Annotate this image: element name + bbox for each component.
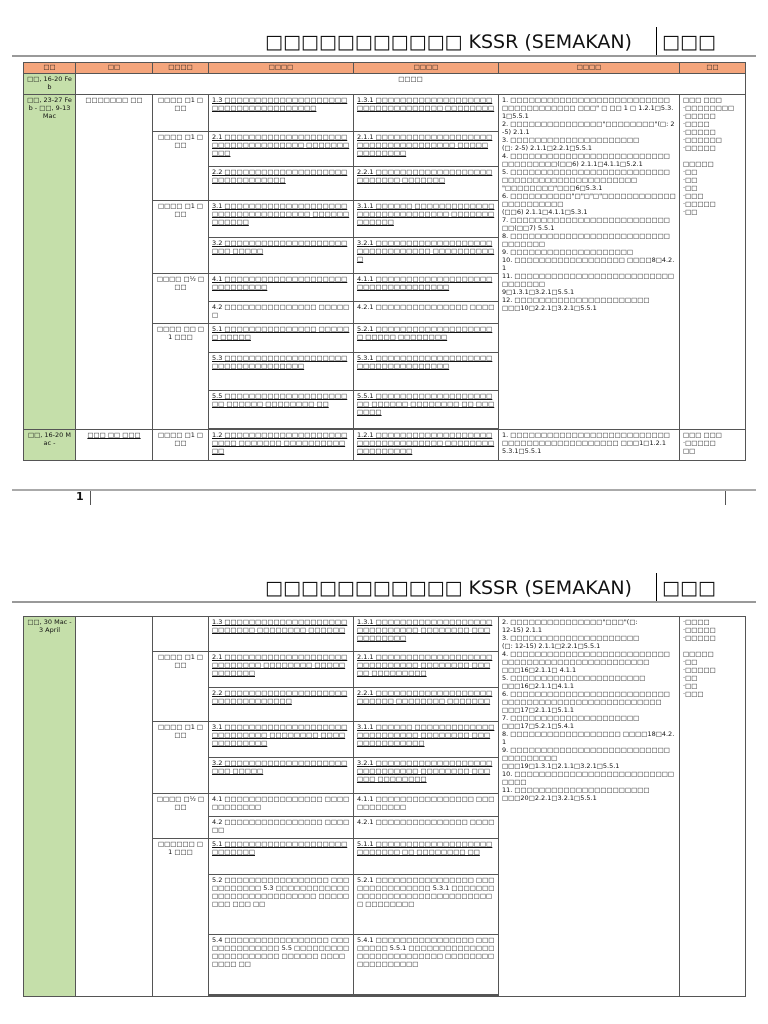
- learning-point-cell: 5.3.1 □□□□□□□□□□□□□□□□□□□□□□□□□□□□□□□□□□: [354, 353, 499, 391]
- page2-header: [0, 571, 768, 611]
- spacer-cell: [209, 996, 354, 997]
- skill-cell: □□□□ □1 □□□: [153, 722, 209, 794]
- col-header: □□□□: [354, 63, 499, 74]
- learning-point-cell: 3.1.1 □□□□□□ □□□□□□□□□□□□□□□□□□□□□□□□□□□□ □□□□□□□□□□□□□: [354, 201, 499, 238]
- footer-tick: [90, 491, 91, 505]
- standard-cell: 3.2 □□□□□□□□□□□□□□□□□□□□□□□ □□□□□: [209, 758, 354, 794]
- header-separator: [656, 573, 657, 603]
- standard-cell: 5.4 □□□□□□□□□□□□□□□□□ □□□□□□□□□□□□□□ 5.5 □□□□□□□□□□□□□□□□□□□□ □□□□□□ □□□□□□□□ □□: [209, 935, 354, 995]
- standard-cell: 5.3 □□□□□□□□□□□□□□□□□□□□□□□□□□□□□□□□□□□: [209, 353, 354, 391]
- standard-cell: 3.2 □□□□□□□□□□□□□□□□□□□□□□□ □□□□□: [209, 238, 354, 274]
- learning-point-cell: 5.1.1 □□□□□□□□□□□□□□□□□□□□□□□□□□ □□ □□□□□□□□ □□: [354, 839, 499, 875]
- page-break-line: [12, 489, 756, 491]
- learning-point-cell: 4.2.1 □□□□□□□□□□□□□□□ □□□□: [354, 302, 499, 324]
- learning-point-cell: 2.2.1 □□□□□□□□□□□□□□□□□□□□□□□□□ □□□□□□□□ □□□□□□□: [354, 688, 499, 722]
- learning-point-cell: 2.1.1 □□□□□□□□□□□□□□□□□□□□□□□□□□□□□ □□□□□□□□ □□□□□ □□□□□□□□□: [354, 652, 499, 688]
- skill-cell: □□□□ □1 □□□: [153, 95, 209, 132]
- notes-cell: □□□ □□□ ·□□□□□ □□: [680, 430, 746, 461]
- standard-cell: 1.3 □□□□□□□□□□□□□□□□□□□□□□□□□□□□□□□□□□□□□: [209, 95, 354, 132]
- standard-cell: 5.5 □□□□□□□□□□□□□□□□□□□□□□ □□□□□□ □□□□□□□□ □□: [209, 391, 354, 429]
- table-row: [24, 95, 746, 132]
- learning-point-cell: 2.1.1 □□□□□□□□□□□□□□□□□□□□□□□□□□□□□□□□□□□ □□□□□ □□□□□□□□: [354, 132, 499, 167]
- standard-cell: 5.2 □□□□□□□□□□□□□□□□□ □□□ □□□□□□□□ 5.3 □□□□□□□□□□□□□□□□□□□□□□□□□□□□□ □□□□□□□□ □□□ □□: [209, 875, 354, 935]
- standard-cell: 2.2 □□□□□□□□□□□□□□□□□□□□□□□□□□□□□□□□: [209, 167, 354, 201]
- notes-cell: ·□□□□ ·□□□□□ ·□□□□□ □□□□□ ·□□ ·□□□□□ ·□□ ·□□ ·□□□: [680, 617, 746, 997]
- learning-point-cell: 1.3.1 □□□□□□□□□□□□□□□□□□□□□□□□□□□□□ □□□□□□□□ □□□□□□□□□□□: [354, 617, 499, 652]
- header-separator: [656, 27, 657, 57]
- learning-point-cell: 3.2.1 □□□□□□□□□□□□□□□□□□□□□□□□□□□□□ □□□□□□□□ □□□□□□ □□□□□□□□: [354, 758, 499, 794]
- standard-cell: 5.1 □□□□□□□□□□□□□□□ □□□□□□ □□□□□: [209, 324, 354, 353]
- col-header: □□: [680, 63, 746, 74]
- col-header: □□□□: [153, 63, 209, 74]
- notes-cell: □□□ □□□ ·□□□□□□□□ ·□□□□□ ·□□□□ ·□□□□□ ·□□□□□□ ·□□□□□ □□□□□ ·□□ ·□□ ·□□ ·□□□ ·□□□□□ ·□□: [680, 95, 746, 430]
- standard-cell: 4.1 □□□□□□□□□□□□□□□□ □□□□□□□□□□□□: [209, 794, 354, 817]
- page1-header: [0, 25, 768, 65]
- standard-cell: 5.1 □□□□□□□□□□□□□□□□□□□□□□□□□□□: [209, 839, 354, 875]
- document-title: □□□□□□□□□□□ KSSR (SEMAKAN): [265, 577, 632, 599]
- standard-cell: 4.1 □□□□□□□□□□□□□□□□□□□□□□□□□□□□□: [209, 274, 354, 302]
- activities-cell: 1. □□□□□□□□□□□□□□□□□□□□□□□□□□□□□□□□□□□□□□ □□□" □ □□ 1 □ 1.2.1□5.3.1□5.5.1 2. □□□□□□□□□□□□□□□"□□□□□□□□"(□: 2-5) 2.1.1 3. □□□□□□□□□□□□□□□□□□□□□ (□: 2-5) 2.1.1□2.2.1□5.5.1 4. □□□□□□□□□□□□□□□□□□□□□□□□□□□□□□□□□□□(□□6) 2.1.1□4.1.1□5.2.1 5. □□□□□□□□□□□□□□□□□□□□□□□□□□□□□□□□□□□□□□□□□□□□□□□□ "□□□□□□□□"□□□6□5.3.1 6. □□□□□□□□□□"□"□"□"□□□□□□□□□□□□□□□□□□□□□□ (□□6) 2.1.1□4.1.1□5.3.1 7. □□□□□□□□□□□□□□□□□□□□□□□□□□□□(□□7) 5.5.1 8. □□□□□□□□□□□□□□□□□□□□□□□□□□□□□□□□□ 9. □□□□□□□□□□□□□□□□□□□□ 10. □□□□□□□□□□□□□□□□□□ □□□□8□4.2.1 11. □□□□□□□□□□□□□□□□□□□□□□□□□□□□□□□□□ 9□1.3.1□3.2.1□5.5.1 12. □□□□□□□□□□□□□□□□□□□□□□ □□□10□2.2.1□3.2.1□5.5.1: [499, 95, 680, 430]
- learning-point-cell: 5.2.1 □□□□□□□□□□□□□□□□□□□□ □□□□□ □□□□□□□□: [354, 324, 499, 353]
- theme-cell: [76, 617, 153, 997]
- learning-point-cell: 2.2.1 □□□□□□□□□□□□□□□□□□□□□□□□□□ □□□□□□□: [354, 167, 499, 201]
- activities-cell: 1. □□□□□□□□□□□□□□□□□□□□□□□□□□□□□□□□□□□□□□□□□□□□□ □□□1□1.2.1 5.3.1□5.5.1: [499, 430, 680, 461]
- col-header: □□□□: [209, 63, 354, 74]
- skill-cell: □□□□ □1 □□□: [153, 430, 209, 461]
- standard-cell: 1.2 □□□□□□□□□□□□□□□□□□□□ □□□□ □□□□□□□ □□□□□□□□□□□□: [209, 430, 354, 461]
- standard-cell: 4.2 □□□□□□□□□□□□□□□ □□□□□□: [209, 302, 354, 324]
- col-header: □□: [76, 63, 153, 74]
- document-title: □□□□□□□□□□□ KSSR (SEMAKAN): [265, 31, 632, 53]
- lesson-plan-table-page2: [23, 616, 746, 997]
- skill-cell: □□□□ □□ □1 □□□: [153, 324, 209, 430]
- learning-point-cell: 5.2.1 □□□□□□□□□□□□□□□□ □□□□□□□□□□□□□□□ 5.3.1 □□□□□□□□□□□□□□□□□□□□□□□□□□□□□□ □□□□□□□□: [354, 875, 499, 935]
- skill-cell: □□□□ □½ □□□: [153, 794, 209, 839]
- standard-cell: 1.3 □□□□□□□□□□□□□□□□□□□□□□□□□□□ □□□□□□□□ □□□□□□: [209, 617, 354, 652]
- note-cell: □□□□: [76, 74, 746, 95]
- col-header: □□□□: [499, 63, 680, 74]
- header-right-label: □□□: [662, 577, 716, 599]
- learning-point-cell: 3.1.1 □□□□□□ □□□□□□□□□□□□□□□□□□□□□□□ □□□□□□□□ □□□□□□□□□□□□□□: [354, 722, 499, 758]
- page-number: 1: [76, 490, 84, 503]
- skill-cell: [153, 617, 209, 652]
- learning-point-cell: 4.2.1 □□□□□□□□□□□□□□□ □□□□: [354, 817, 499, 839]
- standard-cell: 3.1 □□□□□□□□□□□□□□□□□□□□□□□□□□□□□□□□□□□□ □□□□□□□□□□□□: [209, 201, 354, 238]
- header-right-label: □□□: [662, 31, 716, 53]
- lesson-plan-table-page1: [23, 62, 746, 461]
- activities-cell: 2. □□□□□□□□□□□□□□□"□□□"(□: 12-15) 2.1.1 3. □□□□□□□□□□□□□□□□□□□□□ (□: 12-15) 2.1.1□2.2.1□5.5.1 4. □□□□□□□□□□□□□□□□□□□□□□□□□□□□□□□□□□□□□□□□□□□□□□□□□□ □□□16□2.1.1□ 4.1.1 5. □□□□□□□□□□□□□□□□□□□□□□ □□□16□2.1.1□4.1.1 6. □□□□□□□□□□□□□□□□□□□□□□□□□□□□□□□□□□□□□□□□□□□□□□□□□□□□ □□□17□2.1.1□5.1.1 7. □□□□□□□□□□□□□□□□□□□□□ □□□17□5.2.1□5.4.1 8. □□□□□□□□□□□□□□□□□□ □□□□18□4.2.1 9. □□□□□□□□□□□□□□□□□□□□□□□□□□□□□□□□□□□ □□□19□1.3.1□2.1.1□3.2.1□5.5.1 10. □□□□□□□□□□□□□□□□□□□□□□□□□□□□□□ 11. □□□□□□□□□□□□□□□□□□□□□□ □□□20□2.2.1□3.2.1□5.5.1: [499, 617, 680, 997]
- table-row: [24, 74, 746, 95]
- standard-cell: 3.1 □□□□□□□□□□□□□□□□□□□□□□□□□□□□□ □□□□□□□□ □□□□□□□□□□□□□: [209, 722, 354, 758]
- week-cell: □□, 23-27 Feb - □□, 9-13 Mac: [24, 95, 76, 430]
- theme-cell: □□□□□□□ □□: [76, 95, 153, 430]
- col-header: □□: [24, 63, 76, 74]
- learning-point-cell: 1.2.1 □□□□□□□□□□□□□□□□□□□□□□□□□□□□□□□□□ □□□□□□□□□□□□□□□□□: [354, 430, 499, 461]
- table-header-row: [24, 63, 746, 74]
- skill-cell: □□□□ □½ □□□: [153, 274, 209, 324]
- standard-cell: 2.1 □□□□□□□□□□□□□□□□□□□□□□□□□□□□□□□□□□□ □□□□□□□□□□: [209, 132, 354, 167]
- spacer-cell: [354, 996, 499, 997]
- learning-point-cell: 1.3.1 □□□□□□□□□□□□□□□□□□□□□□□□□□□□□□□□□ □□□□□□□□: [354, 95, 499, 132]
- learning-point-cell: 4.1.1 □□□□□□□□□□□□□□□□□□□□□□□□□□□□□□□□□□: [354, 274, 499, 302]
- footer-tick: [725, 491, 726, 505]
- learning-point-cell: 4.1.1 □□□□□□□□□□□□□□□□ □□□□□□□□□□□: [354, 794, 499, 817]
- header-rule: [12, 55, 756, 57]
- standard-cell: 2.2 □□□□□□□□□□□□□□□□□□□□□□□□□□□□□□□□□: [209, 688, 354, 722]
- skill-cell: □□□□ □1 □□□: [153, 132, 209, 201]
- week-cell: □□, 16-20 Mac -: [24, 430, 76, 461]
- standard-cell: 4.2 □□□□□□□□□□□□□□□□ □□□□□□: [209, 817, 354, 839]
- learning-point-cell: 5.5.1 □□□□□□□□□□□□□□□□□□□□□ □□□□□□ □□□□□□□□ □□ □□□□□□□: [354, 391, 499, 429]
- standard-cell: 2.1 □□□□□□□□□□□□□□□□□□□□□□□□□□□□ □□□□□□□□ □□□□□□□□□□□□: [209, 652, 354, 688]
- theme-cell: □□□ □□ □□□: [76, 430, 153, 461]
- week-cell: □□, 16-20 Feb: [24, 74, 76, 95]
- table-row: [24, 617, 746, 652]
- table-row: [24, 430, 746, 461]
- skill-cell: □□□□ □1 □□□: [153, 652, 209, 722]
- week-cell: □□, 30 Mac - 3 April: [24, 617, 76, 997]
- skill-cell: □□□□ □1 □□□: [153, 201, 209, 274]
- header-rule: [12, 601, 756, 603]
- learning-point-cell: 3.2.1 □□□□□□□□□□□□□□□□□□□□□□□□□□□□□□□ □□□□□□□□□□□: [354, 238, 499, 274]
- skill-cell: □□□□□□ □1 □□□: [153, 839, 209, 997]
- learning-point-cell: 5.4.1 □□□□□□□□□□□□□□□□ □□□□□□□□ 5.5.1 □□□□□□□□□□□□□□□□□□□□□□□□□□□□ □□□□□□□□ □□□□□□□□□□: [354, 935, 499, 995]
